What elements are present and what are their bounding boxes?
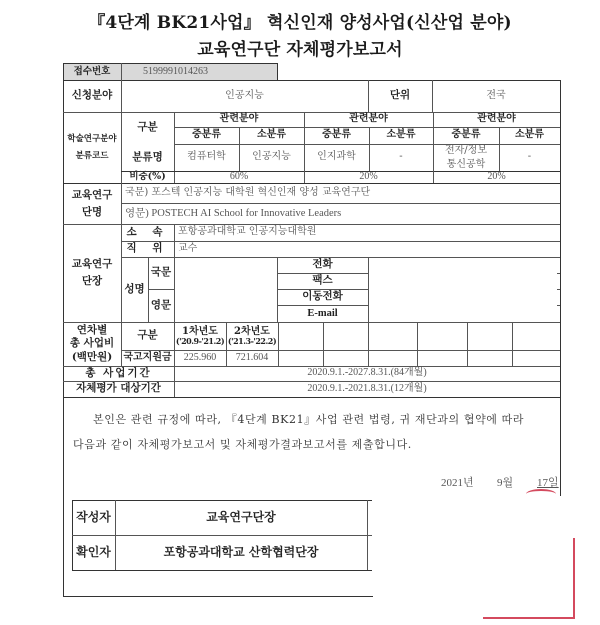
form-right-border bbox=[560, 80, 561, 496]
unit-label: 단위 bbox=[389, 89, 411, 102]
author-label: 작성자 bbox=[76, 510, 111, 524]
stamp-bracket-horizontal bbox=[483, 617, 575, 619]
date-month: 9월 bbox=[497, 477, 514, 489]
academic-field-label bbox=[63, 112, 121, 183]
team-name-korean: 국문) 포스텍 인공지능 대학원 혁신인재 양성 교육연구단 bbox=[125, 186, 371, 198]
year2-header bbox=[226, 322, 278, 350]
academic-gubun-label: 구분 bbox=[137, 121, 158, 134]
date-day: 17일 bbox=[537, 477, 559, 489]
mid-category-value-2: 인지과학 bbox=[317, 151, 356, 163]
english-name-label: 영문 bbox=[150, 298, 172, 311]
year1-value: 225.960 bbox=[183, 351, 217, 363]
small-category-value-1: 인공지능 bbox=[252, 151, 291, 163]
receipt-number-value: 5199991014263 bbox=[121, 64, 277, 80]
academic-field-label-line2: 분류코드 bbox=[75, 150, 109, 161]
evaluation-period-label: 자체평가 대상기간 bbox=[76, 382, 161, 395]
receipt-number-label: 접수번호 bbox=[63, 64, 121, 80]
small-category-label-1: 소분류 bbox=[257, 129, 286, 141]
position-value: 교수 bbox=[178, 242, 198, 254]
affiliation-label: 소 속 bbox=[126, 225, 169, 238]
related-field-header-3: 관련분야 bbox=[477, 113, 516, 125]
related-field-header-2: 관련분야 bbox=[349, 113, 388, 125]
date-year: 2021년 bbox=[441, 477, 474, 489]
academic-name-label: 분류명 bbox=[132, 150, 163, 163]
budget-label-line1: 연차별 bbox=[76, 323, 108, 336]
mid-category-label-3: 중분류 bbox=[451, 129, 481, 141]
mid-category-value-3-line2: 통신공학 bbox=[446, 158, 486, 170]
year2-value: 721.604 bbox=[235, 351, 269, 363]
ratio-value-3: 20% bbox=[487, 170, 506, 182]
budget-label bbox=[63, 322, 121, 366]
small-category-label-2: 소분류 bbox=[386, 129, 416, 141]
small-category-value-2: - bbox=[399, 151, 403, 163]
email-label: E-mail bbox=[307, 307, 338, 319]
total-period-value: 2020.9.1.-2027.8.31.(84개월) bbox=[307, 367, 427, 379]
name-label: 성명 bbox=[124, 282, 145, 295]
small-category-label-3: 소분류 bbox=[515, 129, 544, 141]
mid-category-label-1: 중분류 bbox=[192, 129, 221, 141]
total-period-label: 총 사업기간 bbox=[85, 366, 152, 379]
academic-field-label-line1: 학술연구분야 bbox=[67, 133, 117, 144]
affiliation-value: 포항공과대학교 인공지능대학원 bbox=[178, 226, 317, 238]
confirmer-value: 포항공과대학교 산학협력단장 bbox=[163, 545, 319, 559]
leader-label bbox=[63, 224, 121, 322]
team-name-english: 영문) POSTECH AI School for Innovative Leaders bbox=[125, 207, 342, 219]
statement-line1: 본인은 관련 규정에 따라, 『4단계 BK21』사업 관련 법령, 귀 재단과의 협약에 따라 bbox=[93, 413, 525, 426]
statement-line2: 다음과 같이 자체평가보고서 및 자체평가결과보고서를 제출합니다. bbox=[73, 438, 412, 451]
phone-label: 전화 bbox=[312, 258, 333, 271]
evaluation-period-value: 2020.9.1.-2021.8.31.(12개월) bbox=[307, 382, 427, 394]
unit-value: 전국 bbox=[486, 89, 506, 101]
year1-label: 1차년도 bbox=[182, 325, 218, 337]
mid-category-value-3 bbox=[433, 143, 499, 172]
team-name-label bbox=[63, 183, 121, 224]
confirmer-label: 확인자 bbox=[76, 545, 111, 559]
year1-period: ('20.9-'21.2) bbox=[175, 336, 225, 347]
stamp-mark-arc bbox=[526, 489, 556, 499]
small-category-value-3: - bbox=[527, 151, 532, 163]
mid-category-label-2: 중분류 bbox=[322, 129, 351, 141]
position-label: 직 위 bbox=[126, 242, 169, 255]
budget-label-line3: (백만원) bbox=[71, 350, 113, 363]
year2-period: ('21.3-'22.2) bbox=[227, 336, 277, 347]
author-value: 교육연구단장 bbox=[206, 510, 276, 524]
team-name-label-line1: 교육연구 bbox=[71, 188, 113, 201]
mobile-label: 이동전화 bbox=[302, 290, 343, 303]
application-field-label: 신청분야 bbox=[71, 89, 113, 102]
fax-label: 팩스 bbox=[312, 274, 333, 287]
mid-category-value-3-line1: 전자/정보 bbox=[444, 145, 487, 156]
leader-label-line2: 단장 bbox=[81, 275, 103, 287]
document-title-line1: 『4단계 BK21사업』 혁신인재 양성사업(신산업 분야) bbox=[88, 13, 512, 33]
korean-name-label: 국문 bbox=[150, 266, 172, 279]
year1-header bbox=[174, 322, 226, 350]
budget-gubun-label: 구분 bbox=[137, 329, 158, 342]
leader-label-line1: 교육연구 bbox=[71, 258, 113, 271]
year2-label: 2차년도 bbox=[234, 325, 270, 337]
ratio-value-1: 60% bbox=[229, 170, 249, 182]
team-name-label-line2: 단명 bbox=[81, 205, 103, 218]
related-field-header-1: 관련분야 bbox=[219, 113, 259, 125]
mid-category-value-1: 컴퓨터학 bbox=[187, 151, 226, 163]
ratio-value-2: 20% bbox=[359, 170, 378, 182]
document-title-line2: 교육연구단 자체평가보고서 bbox=[197, 40, 403, 60]
academic-ratio-label: 비중(%) bbox=[129, 171, 166, 183]
national-support-label: 국고지원금 bbox=[123, 351, 172, 363]
stamp-bracket-vertical bbox=[573, 538, 575, 618]
form-bottom-border bbox=[63, 596, 373, 597]
application-field-value: 인공지능 bbox=[225, 89, 264, 101]
budget-label-line2: 총 사업비 bbox=[69, 337, 115, 350]
